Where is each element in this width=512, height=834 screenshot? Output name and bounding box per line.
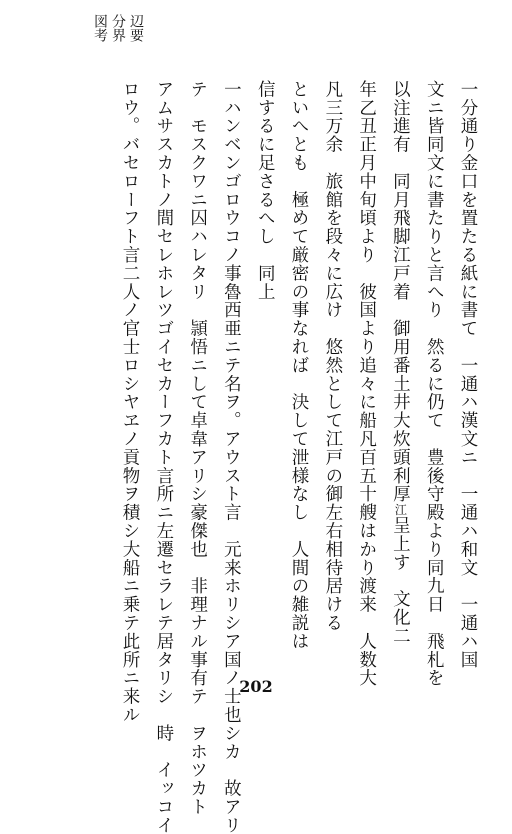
running-head xyxy=(92,14,144,74)
text-line-3-main: 以注進有 同月飛脚江戸着 御用番土井大炊頭利厚 xyxy=(390,80,411,504)
page-number: 202 xyxy=(239,677,273,696)
running-head-line-3: 図考 xyxy=(92,14,108,42)
text-line-4: 年乙丑正月中旬頃より 彼国より追々に船凡百五十艘はかり渡来 人数大 xyxy=(356,80,377,688)
text-line-1: 一分通り金口を置たる紙に書て 一通ハ漢文ニ 一通ハ和文 一通ハ国 xyxy=(458,80,478,669)
text-line-10: アムサスカトノ間セレホレツゴイセカーフカト言所ニ左遷セラレテ居タリシ 時 イッコイ xyxy=(153,80,174,834)
text-line-3-tail: 呈上す 文化二 xyxy=(390,516,411,645)
text-line-2: 文ニ皆同文に書たりと言へり 然るに仍て 豊後守殿より同九日 飛札を xyxy=(424,80,445,688)
text-line-3 xyxy=(383,80,417,645)
text-line-6: といへとも 極めて厳密の事なれば 決して泄様なし 人間の雑説は xyxy=(289,80,310,651)
text-line-11: ロウ。バセローフト言二人ノ官士ロシヤヱノ貢物ヲ積シ大船ニ乗テ此所ニ来ル xyxy=(120,80,141,724)
text-line-7: 信するに足さるへし 同上 xyxy=(255,80,276,301)
running-head-line-1: 辺要 xyxy=(128,14,144,42)
text-line-9: テ モスクワニ囚ハレタリ 頴悟ニして卓韋アリシ豪傑也 非理ナル事有テ ヲホツカト xyxy=(187,80,208,816)
text-line-8: 一ハンベンゴロウコノ事魯西亜ニテ名ヲ。アウスト言 元来ホリシア国ノ士也シカ 故アリ xyxy=(221,80,242,834)
running-head-line-2: 分界 xyxy=(110,14,126,42)
text-line-5: 凡三万余 旅館を段々に広け 悠然として江戸の御左右相待居ける xyxy=(322,80,343,632)
text-line-3-small: 江 xyxy=(393,503,408,517)
